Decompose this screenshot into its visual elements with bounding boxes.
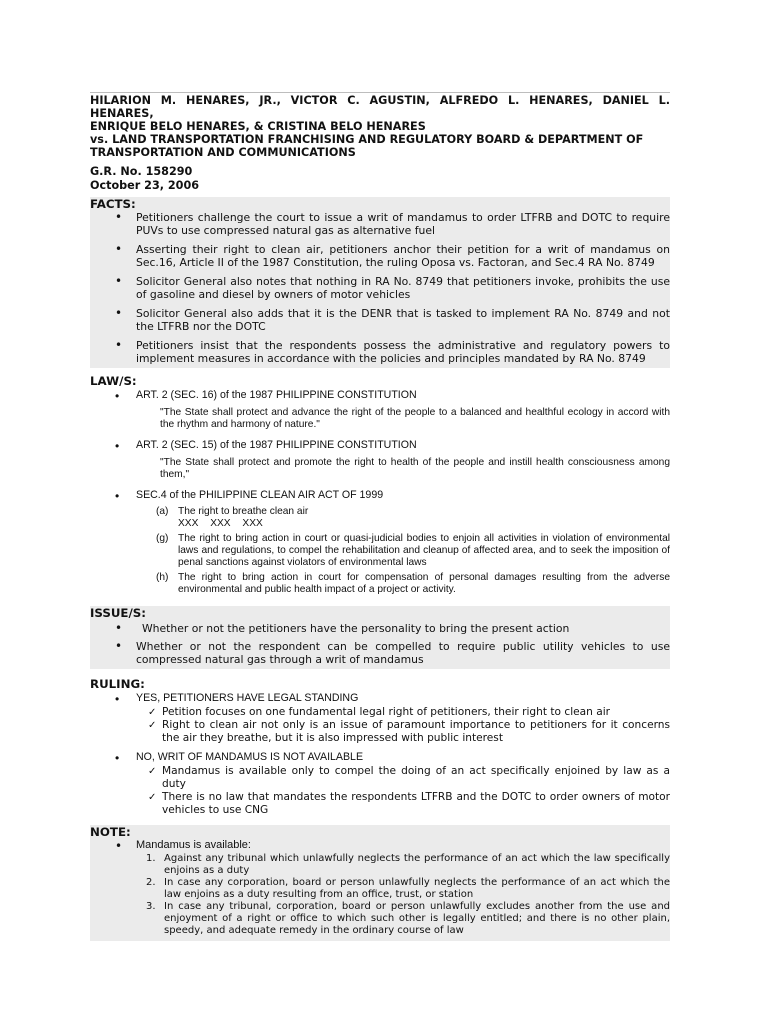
subitem-label: (h) bbox=[156, 572, 169, 583]
list-item bbox=[90, 489, 670, 598]
list-item: • Petitioners insist that the respondents possess the administrative and regulatory powers to implement measures in accordance with the policies and principles mandated by RA No. 8749 bbox=[90, 339, 670, 365]
law-heading: • ART. 2 (SEC. 16) of the 1987 PHILIPPINE CONSTITUTION bbox=[136, 389, 417, 401]
numbered-item bbox=[136, 853, 670, 877]
decision-date: October 23, 2006 bbox=[90, 179, 200, 192]
check-list bbox=[148, 765, 670, 817]
ruling-heading: • NO, WRIT OF MANDAMUS IS NOT AVAILABLE bbox=[136, 751, 364, 763]
note-title: NOTE: bbox=[90, 825, 131, 839]
case-title bbox=[90, 94, 670, 159]
numbered-item bbox=[136, 877, 670, 901]
list-item bbox=[90, 751, 670, 817]
note-intro: • Mandamus is available: bbox=[136, 839, 251, 851]
parties-line: ENRIQUE BELO HENARES, & CRISTINA BELO HENARES bbox=[90, 120, 426, 133]
issues-title: ISSUE/S: bbox=[90, 606, 147, 620]
list-item: • Solicitor General also adds that it is the DENR that is tasked to implement RA No. 8749 and not the LTFRB nor the DOTC bbox=[90, 307, 670, 333]
ruling-section bbox=[90, 677, 670, 817]
law-subitems bbox=[156, 506, 670, 596]
issues-list bbox=[90, 622, 670, 666]
numbered-item bbox=[136, 901, 670, 937]
facts-title: FACTS: bbox=[90, 197, 136, 211]
parties-line: TRANSPORTATION AND COMMUNICATIONS bbox=[90, 146, 356, 159]
law-heading: • SEC.4 of the PHILIPPINE CLEAN AIR ACT OF 1999 bbox=[136, 489, 384, 501]
item-text: In case any corporation, board or person unlawfully neglects the performance of an act which the law enjoins as a duty resulting from an office, trust, or station bbox=[164, 877, 670, 900]
subitem-label: (g) bbox=[156, 533, 169, 544]
subitem-text: The right to breathe clean air bbox=[178, 506, 309, 517]
subitem-label: (a) bbox=[156, 506, 169, 517]
laws-title: LAW/S: bbox=[90, 374, 137, 388]
list-item bbox=[90, 389, 670, 433]
check-item: ✓ Right to clean air not only is an issue of paramount importance to petitioners for it concerns the air they breathe, but it is also impressed with public interest bbox=[148, 719, 670, 745]
list-item: • Whether or not the petitioners have the personality to bring the present action bbox=[90, 622, 670, 635]
item-text: Against any tribunal which unlawfully neglects the performance of an act which the law specifically enjoins as a duty bbox=[164, 853, 670, 876]
numbered-list bbox=[136, 853, 670, 937]
note-section bbox=[90, 825, 670, 941]
omission-marker: XXX XXX XXX bbox=[178, 518, 263, 529]
item-number: 2. bbox=[146, 877, 156, 888]
note-list bbox=[90, 839, 670, 937]
item-number: 1. bbox=[146, 853, 156, 864]
check-list bbox=[148, 706, 670, 745]
issues-section bbox=[90, 606, 670, 669]
gr-number: G.R. No. 158290 bbox=[90, 165, 193, 178]
list-item: • Solicitor General also notes that nothing in RA No. 8749 that petitioners invoke, prohibits the use of gasoline and diesel by owners of motor vehicles bbox=[90, 275, 670, 301]
laws-list bbox=[90, 389, 670, 598]
law-heading: • ART. 2 (SEC. 15) of the 1987 PHILIPPINE CONSTITUTION bbox=[136, 439, 417, 451]
list-item: • Whether or not the respondent can be compelled to require public utility vehicles to use compressed natural gas through a writ of mandamus bbox=[90, 640, 670, 666]
item-text: In case any tribunal, corporation, board or person unlawfully excludes another from the use and enjoyment of a right or office to which such other is legally entitled; and there is no other plain, speedy, and adequate remedy in the ordinary course of law bbox=[164, 901, 670, 936]
case-digest bbox=[90, 92, 670, 941]
law-quote: "The State shall protect and promote the right to health of the people and instill health consciousness among them," bbox=[160, 457, 670, 480]
list-item bbox=[90, 439, 670, 483]
ruling-title: RULING: bbox=[90, 677, 145, 691]
law-subitem bbox=[156, 572, 670, 596]
subitem-text: The right to bring action in court for compensation of personal damages resulting from the adverse environmental and public health impact of a project or activity. bbox=[178, 572, 670, 595]
subitem-text: The right to bring action in court or quasi-judicial bodies to enjoin all activities in violation of environmental laws and regulations, to compel the rehabilitation and cleanup of affected area, and to seek the imposition of penal sanctions against violators of environmental laws bbox=[178, 533, 670, 568]
laws-section bbox=[90, 374, 670, 598]
ruling-heading: • YES, PETITIONERS HAVE LEGAL STANDING bbox=[136, 692, 359, 704]
parties-line: HILARION M. HENARES, JR., VICTOR C. AGUSTIN, ALFREDO L. HENARES, DANIEL L. HENARES, bbox=[90, 94, 670, 120]
law-quote: "The State shall protect and advance the right of the people to a balanced and healthful ecology in accord with the rhythm and harmony of nature." bbox=[160, 407, 670, 430]
check-item: ✓ Petition focuses on one fundamental legal right of petitioners, their right to clean air bbox=[148, 706, 670, 719]
list-item: • Petitioners challenge the court to issue a writ of mandamus to order LTFRB and DOTC to require PUVs to use compressed natural gas as alternative fuel bbox=[90, 211, 670, 237]
facts-section bbox=[90, 197, 670, 368]
check-item: ✓ There is no law that mandates the respondents LTFRB and the DOTC to order owners of motor vehicles to use CNG bbox=[148, 791, 670, 817]
facts-list bbox=[90, 211, 670, 365]
law-subitem bbox=[156, 533, 670, 569]
ruling-list bbox=[90, 692, 670, 817]
law-subitem bbox=[156, 506, 670, 518]
item-number: 3. bbox=[146, 901, 156, 912]
check-item: ✓ Mandamus is available only to compel the doing of an act specifically enjoined by law as a duty bbox=[148, 765, 670, 791]
case-reference bbox=[90, 165, 670, 193]
top-rule bbox=[90, 92, 670, 93]
parties-line: vs. LAND TRANSPORTATION FRANCHISING AND REGULATORY BOARD & DEPARTMENT OF bbox=[90, 133, 644, 146]
list-item bbox=[90, 839, 670, 937]
list-item: • Asserting their right to clean air, petitioners anchor their petition for a writ of mandamus on Sec.16, Article II of the 1987 Constitution, the ruling Oposa vs. Factoran, and Sec.4 RA No. 8749 bbox=[90, 243, 670, 269]
list-item bbox=[90, 692, 670, 745]
